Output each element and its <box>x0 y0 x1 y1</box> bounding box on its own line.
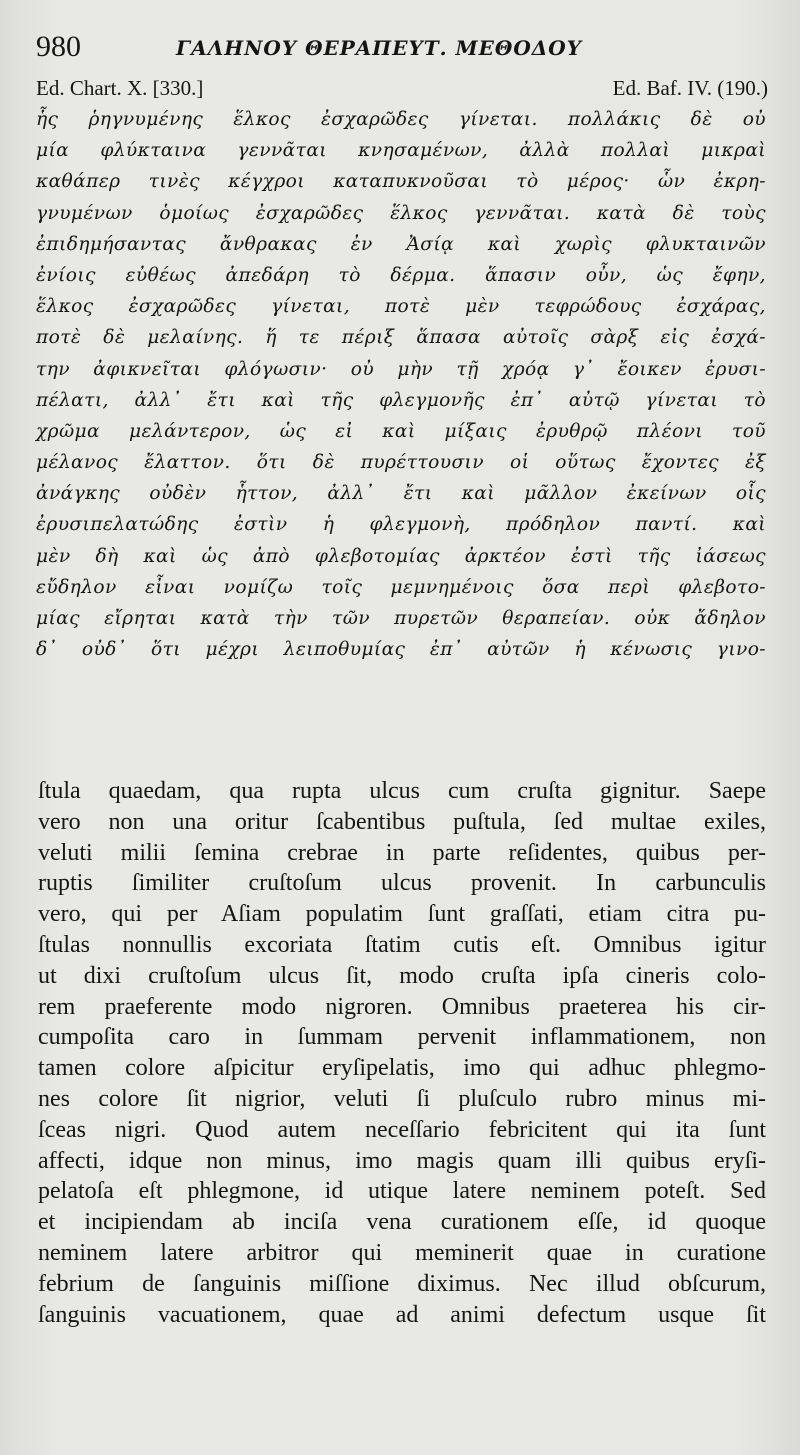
latin-text-line: neminem latere arbitror qui meminerit quae in curatione <box>38 1239 766 1266</box>
greek-text-line: την ἀφικνεῖται φλόγωσιν· οὐ μὴν τῇ χρόᾳ γ᾽ ἔοικεν ἐρυσι- <box>36 358 766 380</box>
edition-basel-reference: Ed. Baf. IV. (190.) <box>612 76 768 100</box>
greek-text-line: μέλανος ἔλαττον. ὅτι δὲ πυρέττουσιν οἱ οὕτως ἔχοντες ἐξ <box>36 452 766 474</box>
greek-text-line: μία φλύκταινα γεννᾶται κνησαμένων, ἀλλὰ πολλαὶ μικραὶ <box>36 140 766 162</box>
latin-text-line: pelatoſa eſt phlegmone, id utique latere neminem poteſt. Sed <box>38 1178 766 1205</box>
running-title: ΓΑΛΗΝΟΥ ΘΕΡΑΠΕΥΤ. ΜΕΘΟΔΟΥ <box>176 36 582 60</box>
latin-text-line: nes colore ſit nigrior, veluti ſi pluſculo rubro minus mi- <box>38 1085 766 1112</box>
greek-text-line: δ᾽ οὐδ᾽ ὅτι μέχρι λειποθυμίας ἐπ᾽ αὐτῶν ἡ κένωσις γινο- <box>36 639 766 661</box>
greek-text-line: ἐπιδημήσαντας ἄνθρακας ἐν Ἀσίᾳ καὶ χωρὶς φλυκταινῶν <box>36 233 766 255</box>
latin-text-line: ſtulas nonnullis excoriata ſtatim cutis eſt. Omnibus igitur <box>38 931 766 958</box>
greek-text-line: ποτὲ δὲ μελαίνης. ἥ τε πέριξ ἅπασα αὐτοῖς σὰρξ εἰς ἐσχά- <box>36 327 766 349</box>
page-number: 980 <box>36 30 81 63</box>
edition-references <box>36 76 768 104</box>
latin-text-block <box>38 776 766 1330</box>
greek-text-block <box>36 104 766 665</box>
greek-text-line: γνυμένων ὁμοίως ἐσχαρῶδες ἕλκος γεννᾶται. κατὰ δὲ τοὺς <box>36 202 766 224</box>
edition-chartier-reference: Ed. Chart. X. [330.] <box>36 76 204 100</box>
greek-text-line: καθάπερ τινὲς κέγχροι καταπυκνοῦσαι τὸ μέρος· ὧν ἐκρη- <box>36 171 766 193</box>
latin-text-line: rem praeferente modo nigroren. Omnibus praeterea his cir- <box>38 993 766 1020</box>
latin-text-line: cumpoſita caro in ſummam pervenit inflammationem, non <box>38 1024 766 1051</box>
greek-text-line: μὲν δὴ καὶ ὡς ἀπὸ φλεβοτομίας ἀρκτέον ἐστὶ τῆς ἰάσεως <box>36 545 766 567</box>
greek-text-line: ἕλκος ἐσχαρῶδες γίνεται, ποτὲ μὲν τεφρώδους ἐσχάρας, <box>36 296 766 318</box>
latin-text-line: ſanguinis vacuationem, quae ad animi defectum usque ſit <box>38 1301 766 1328</box>
latin-text-line: affecti, idque non minus, imo magis quam illi quibus eryſi- <box>38 1147 766 1174</box>
latin-text-line: ſceas nigri. Quod autem neceſſario febricitent qui ita ſunt <box>38 1116 766 1143</box>
greek-text-line: ἐρυσιπελατώδης ἐστὶν ἡ φλεγμονὴ, πρόδηλον παντί. καὶ <box>36 514 766 536</box>
latin-text-line: vero, qui per Aſiam populatim ſunt graſſati, etiam citra pu- <box>38 901 766 928</box>
greek-text-line: ἐνίοις εὐθέως ἀπεδάρη τὸ δέρμα. ἅπασιν οὖν, ὡς ἔφην, <box>36 264 766 286</box>
latin-text-line: veluti milii ſemina crebrae in parte reſidentes, quibus per- <box>38 839 766 866</box>
greek-text-line: ἀνάγκης οὐδὲν ἧττον, ἀλλ᾽ ἔτι καὶ μᾶλλον ἐκείνων οἷς <box>36 483 766 505</box>
greek-text-line: εὔδηλον εἶναι νομίζω τοῖς μεμνημένοις ὅσα περὶ φλεβοτο- <box>36 576 766 598</box>
greek-text-line: χρῶμα μελάντερον, ὡς εἰ καὶ μίξαις ἐρυθρῷ πλέονι τοῦ <box>36 420 766 442</box>
latin-text-line: et incipiendam ab inciſa vena curationem eſſe, id quoque <box>38 1209 766 1236</box>
latin-text-line: ut dixi cruſtoſum ulcus ſit, modo cruſta ipſa cineris colo- <box>38 962 766 989</box>
page-header <box>36 30 770 70</box>
latin-text-line: febrium de ſanguinis miſſione diximus. Nec illud obſcurum, <box>38 1270 766 1297</box>
latin-text-line: ruptis ſimiliter cruſtoſum ulcus provenit. In carbunculis <box>38 870 766 897</box>
latin-text-line: vero non una oritur ſcabentibus puſtula, ſed multae exiles, <box>38 808 766 835</box>
greek-text-line: πέλατι, ἀλλ᾽ ἔτι καὶ τῆς φλεγμονῆς ἐπ᾽ αὐτῷ γίνεται τὸ <box>36 389 766 411</box>
latin-text-line: tamen colore aſpicitur eryſipelatis, imo qui adhuc phlegmo- <box>38 1055 766 1082</box>
latin-text-line: ſtula quaedam, qua rupta ulcus cum cruſta gignitur. Saepe <box>38 778 766 804</box>
greek-text-line: ἧς ῥηγνυμένης ἕλκος ἐσχαρῶδες γίνεται. πολλάκις δὲ οὐ <box>36 109 766 130</box>
greek-text-line: μίας εἴρηται κατὰ τὴν τῶν πυρετῶν θεραπείαν. οὐκ ἄδηλον <box>36 608 766 629</box>
